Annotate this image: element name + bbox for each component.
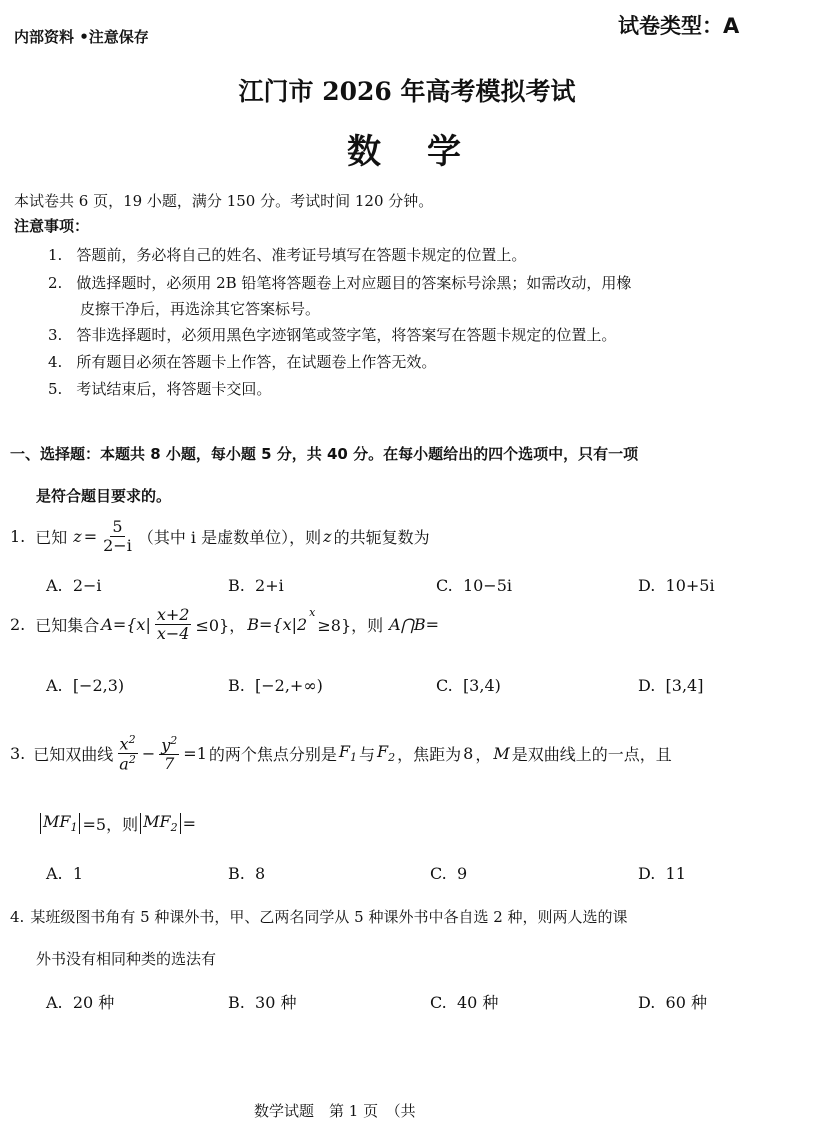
fraction: $\frac{5}{2-i}$ [103,517,132,555]
q1-option-b: B. 2+i [228,576,284,595]
fraction: $\frac{x+2}{x-4}$ [156,605,190,643]
page-footer: 数学试题 第 1 页 （共 [254,1102,416,1120]
q3-option-b: B. 8 [228,864,266,883]
q2-option-c: C. [3,4) [436,676,501,695]
fraction: $\frac{y^2}{7}$ [161,733,178,773]
confidential-label: 内部资料 •注意保存 [14,28,149,46]
exam-title: 江门市 2026 年高考模拟考试 [238,77,576,106]
section1-heading: 一、选择题：本题共 8 小题，每小题 5 分，共 40 分。在每小题给出的四个选项中，只有一项 [10,445,639,463]
notes-heading: 注意事项： [14,217,90,235]
q4-option-b: B. 30 种 [228,993,297,1012]
q2-option-a: A. [−2,3) [46,676,125,695]
q2-option-b: B. [−2,+∞) [228,676,323,695]
section1-heading-cont: 是符合题目要求的。 [36,487,172,505]
note-item-continued: 皮擦干净后，再选涂其它答案标号。 [80,300,321,318]
intro-text: 本试卷共 6 页，19 小题，满分 150 分。考试时间 120 分钟。 [14,192,434,210]
q3-option-d: D. 11 [638,864,686,883]
absolute-value: $MF_2$ [140,813,180,834]
q1-option-d: D. 10+5i [638,576,715,595]
absolute-value: $MF_1$ [40,813,80,834]
note-item: 2. 做选择题时，必须用 2B 铅笔将答题卷上对应题目的答案标号涂黑；如需改动，用橡 [48,274,632,292]
note-item: 1. 答题前，务必将自己的姓名、准考证号填写在答题卡规定的位置上。 [48,246,527,264]
question-4-cont: 外书没有相同种类的选法有 [36,950,217,968]
question-1: 1. 已知 z = $\frac{5}{2-i}$ （其中 i 是虚数单位），则 z 的共轭复数为 [10,517,430,555]
question-2: 2. 已知集合 A={x| $\frac{x+2}{x-4}$ ≤0}， B={x|2 $^x$ ≥8}，则 A⋂B= [10,605,440,643]
q4-option-a: A. 20 种 [46,993,115,1012]
note-item: 5. 考试结束后，将答题卡交回。 [48,380,272,398]
note-item: 4. 所有题目必须在答题卡上作答，在试题卷上作答无效。 [48,353,437,371]
q4-option-d: D. 60 种 [638,993,707,1012]
note-item: 3. 答非选择题时，必须用黑色字迹钢笔或签字笔，将答案写在答题卡规定的位置上。 [48,326,617,344]
paper-type-label: 试卷类型：A [618,14,740,38]
q2-option-d: D. [3,4] [638,676,704,695]
question-3-line2: $MF_1$ =5，则 $MF_2$ = [40,812,196,835]
question-3: 3. 已知双曲线 $\frac{x^2}{a^2}$ − $\frac{y^2}{7}$ =1 的两个焦点分别是 $F_1$ 与 $F_2$ ，焦距为 8 ， M 是双曲线上的一点，且 [10,733,672,774]
fraction: $\frac{x^2}{a^2}$ [119,733,136,774]
q4-option-c: C. 40 种 [430,993,499,1012]
q3-option-c: C. 9 [430,864,468,883]
q3-option-a: A. 1 [46,864,83,883]
subject-title: 数 学 [347,132,467,172]
q1-option-a: A. 2−i [46,576,102,595]
question-4: 4. 某班级图书角有 5 种课外书，甲、乙两名同学从 5 种课外书中各自选 2 种，则两人选的课 [10,908,628,926]
q1-option-c: C. 10−5i [436,576,512,595]
